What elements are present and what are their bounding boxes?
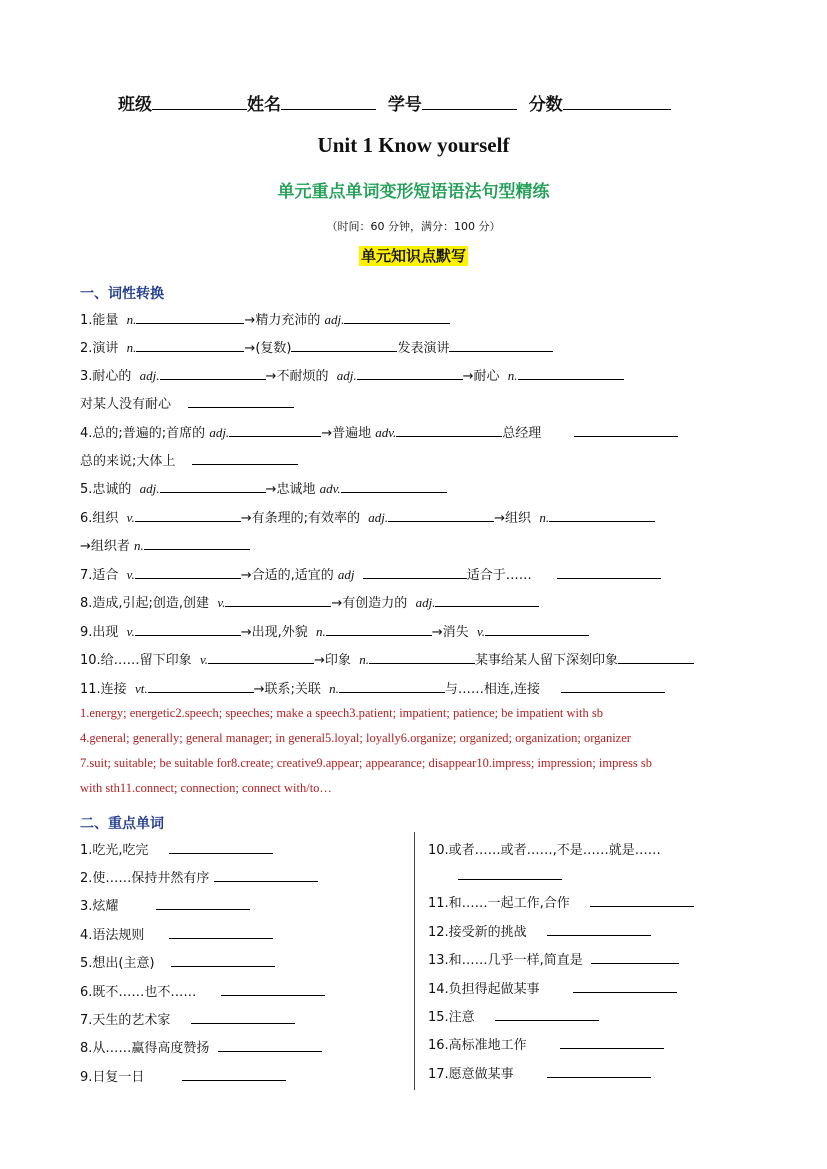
item-9-prompt: 9.出现 [80,625,119,640]
list-item-label: 9.日复一日 [80,1070,145,1085]
pos-adj: adj. [415,595,436,610]
item-3-phrase [80,393,294,412]
list-item [428,839,661,858]
answer-blank[interactable] [326,623,432,636]
answer-blank[interactable] [435,594,539,607]
answer-blank[interactable] [144,537,250,550]
item-9 [80,621,589,640]
answer-blank[interactable] [547,1065,651,1078]
item-10 [80,649,694,668]
list-item [80,839,273,858]
list-item-label: 12.接受新的挑战 [428,925,527,940]
page-title: Unit 1 Know yourself [317,133,510,157]
list-item-label: 8.从……赢得高度赞扬 [80,1041,210,1056]
item-9-derive2: →消失 [431,625,469,640]
item-4 [80,422,678,441]
pos-vt: vt. [134,681,148,696]
pos-adj: adj. [209,425,230,440]
answer-blank[interactable] [449,339,553,352]
item-7-prompt: 7.适合 [80,568,119,583]
answer-blank[interactable] [136,311,244,324]
answer-blank[interactable] [557,566,661,579]
answer-blank[interactable] [208,651,314,664]
answer-blank[interactable] [188,395,294,408]
item-1-derive: →精力充沛的 [244,313,321,328]
pos-n: n. [329,681,339,696]
answer-blank[interactable] [191,1011,295,1024]
item-6-prompt: 6.组织 [80,511,119,526]
name-label: 姓名 [247,95,281,115]
student-info-header [118,90,671,115]
item-8-prompt: 8.造成,引起;创造,创建 [80,596,210,611]
answer-blank[interactable] [339,680,445,693]
list-item-label: 2.使……保持井然有序 [80,871,210,886]
item-6-derive: →有条理的;有效率的 [240,511,361,526]
pos-adj: adj. [324,312,345,327]
list-item-label: 16.高标准地工作 [428,1038,527,1053]
section-banner [0,245,827,266]
list-item [80,981,325,1000]
answer-blank[interactable] [169,926,273,939]
answer-blank[interactable] [221,983,325,996]
pos-adv: adv. [375,425,397,440]
answer-blank[interactable] [135,623,241,636]
item-11-prompt: 11.连接 [80,682,127,697]
list-item-label: 5.想出(主意) [80,956,155,971]
list-item-label: 15.注意 [428,1010,475,1025]
item-7 [80,564,661,583]
answer-blank[interactable] [388,509,494,522]
list-item [428,949,679,968]
pos-v: v. [199,652,209,667]
pos-n: n. [126,340,137,355]
number-label: 学号 [387,95,422,115]
item-3-derive: →不耐烦的 [265,369,329,384]
pos-v: v. [126,624,135,639]
answer-blank[interactable] [590,894,694,907]
item-4-phrase: 总经理 [502,426,542,441]
answer-blank[interactable] [518,367,624,380]
item-6-organizer [80,535,250,554]
answer-blank[interactable] [225,594,331,607]
item-5-prompt: 5.忠诚的 [80,482,132,497]
answer-blank[interactable] [547,923,651,936]
list-item [428,921,651,940]
pos-v: v. [126,510,135,525]
item-5 [80,478,447,497]
pos-adj: adj [337,567,355,582]
answer-blank[interactable] [182,1068,286,1081]
answer-blank[interactable] [591,951,679,964]
item-6-derive2: →组织 [494,511,532,526]
item-4-phrase2-label: 总的来说;大体上 [80,454,176,469]
answer-line-1: 1.energy; energetic2.speech; speeches; make a speech3.patient; impatient; patience; be impatient with sb [80,706,603,720]
list-item [428,1006,599,1025]
answer-blank[interactable] [618,651,694,664]
pos-v: v. [476,624,486,639]
answer-blank[interactable] [214,869,318,882]
list-item-blank-row [458,867,562,884]
section-banner-label: 单元知识点默写 [360,247,466,265]
answer-blank[interactable] [148,680,254,693]
number-field[interactable] [422,97,517,110]
list-item [80,1009,295,1028]
section2-divider [414,832,415,1090]
answer-blank[interactable] [357,367,463,380]
item-4-derive: →普遍地 [321,426,372,441]
pos-v: v. [126,567,135,582]
answer-blank[interactable] [573,980,677,993]
item-1-prompt: 1.能量 [80,313,119,328]
list-item-label: 14.负担得起做某事 [428,982,540,997]
answer-blank[interactable] [560,1036,664,1049]
answer-blank[interactable] [369,651,475,664]
item-6 [80,507,655,526]
section1-heading: 一、词性转换 [80,286,164,302]
answer-blank[interactable] [218,1039,322,1052]
answer-blank[interactable] [229,424,321,437]
list-item-label: 4.语法规则 [80,928,145,943]
answer-blank[interactable] [192,452,298,465]
list-item-label: 11.和……一起工作,合作 [428,896,570,911]
item-2-prompt: 2.演讲 [80,341,119,356]
pos-adv: adv. [319,481,341,496]
item-3-prompt: 3.耐心的 [80,369,132,384]
list-item [428,1034,664,1053]
list-item-label: 6.既不……也不…… [80,985,197,1000]
item-2-derive: →(复数) [244,341,292,356]
answer-blank[interactable] [160,367,266,380]
item-3-phrase-label: 对某人没有耐心 [80,397,172,412]
answer-blank[interactable] [495,1008,599,1021]
pos-adj: adj. [139,481,160,496]
answer-line-3: 7.suit; suitable; be suitable for8.create; creative9.appear; appearance; disappear10.impress; impression; impress sb [80,756,653,770]
answer-blank[interactable] [291,339,397,352]
item-3 [80,365,624,384]
item-6-organizer-label: →组织者 [80,539,130,554]
item-8-derive: →有创造力的 [331,596,408,611]
pos-adj: adj. [139,368,160,383]
list-item-label: 3.炫耀 [80,899,119,914]
class-field[interactable] [152,97,247,110]
answer-blank[interactable] [171,954,275,967]
page-subtitle: 单元重点单词变形短语语法句型精练 [277,182,550,202]
item-7-phrase: 适合于…… [466,568,532,583]
list-item-label: 17.愿意做某事 [428,1067,514,1082]
list-item [80,952,275,971]
item-4-phrase2 [80,450,298,469]
answer-blank[interactable] [160,480,266,493]
pos-n: n. [134,538,144,553]
list-item-label: 7.天生的艺术家 [80,1013,171,1028]
item-1 [80,309,450,328]
pos-adj: adj. [368,510,389,525]
answer-blank[interactable] [363,566,467,579]
list-item [80,1037,322,1056]
answer-blank[interactable] [136,339,244,352]
answer-blank[interactable] [341,480,447,493]
answer-blank[interactable] [344,311,450,324]
answer-blank[interactable] [561,680,665,693]
item-3-derive2: →耐心 [462,369,500,384]
pos-n: n. [539,510,550,525]
item-7-derive: →合适的,适宜的 [240,568,334,583]
name-field[interactable] [281,97,376,110]
answer-blank[interactable] [156,897,250,910]
section2-heading: 二、重点单词 [80,816,164,832]
item-9-derive: →出现,外貌 [240,625,308,640]
item-5-derive: →忠诚地 [265,482,316,497]
score-label: 分数 [528,95,563,115]
pos-v: v. [217,595,226,610]
answer-line-4: with sth11.connect; connection; connect with/to… [80,781,332,795]
class-label: 班级 [118,95,152,115]
list-item [428,978,677,997]
item-8 [80,592,539,611]
answer-blank[interactable] [135,566,241,579]
list-item-label: 1.吃光,吃完 [80,843,149,858]
answer-blank[interactable] [485,623,589,636]
pos-n: n. [126,312,137,327]
answer-blank[interactable] [135,509,241,522]
score-field[interactable] [563,97,671,110]
item-11-phrase: 与……相连,连接 [444,682,541,697]
answer-blank[interactable] [549,509,655,522]
item-10-prompt: 10.给……留下印象 [80,653,192,668]
answer-blank[interactable] [169,841,273,854]
time-note: （时间：60 分钟，满分：100 分） [326,220,501,233]
answer-blank[interactable] [574,424,678,437]
item-10-derive: →印象 [314,653,351,668]
list-item [80,924,273,943]
pos-adj: adj. [336,368,357,383]
list-item [428,1063,651,1082]
answer-line-2: 4.general; generally; general manager; in general5.loyal; loyally6.organize; organized; organization; organizer [80,731,631,745]
item-4-prompt: 4.总的;普遍的;首席的 [80,426,206,441]
list-item-label: 10.或者……或者……,不是……就是…… [428,843,661,858]
item-2 [80,337,553,356]
list-item [80,895,250,914]
list-item [428,892,694,911]
pos-n: n. [316,624,326,639]
item-11 [80,678,665,697]
item-2-phrase: 发表演讲 [397,341,450,356]
answer-blank[interactable] [396,424,502,437]
pos-n: n. [507,368,518,383]
item-11-derive: →联系;关联 [253,682,321,697]
item-10-phrase: 某事给某人留下深刻印象 [474,653,618,668]
list-item-label: 13.和……几乎一样,简直是 [428,953,583,968]
pos-n: n. [359,652,369,667]
answer-blank[interactable] [458,867,562,880]
list-item [80,1066,286,1085]
list-item [80,867,318,886]
